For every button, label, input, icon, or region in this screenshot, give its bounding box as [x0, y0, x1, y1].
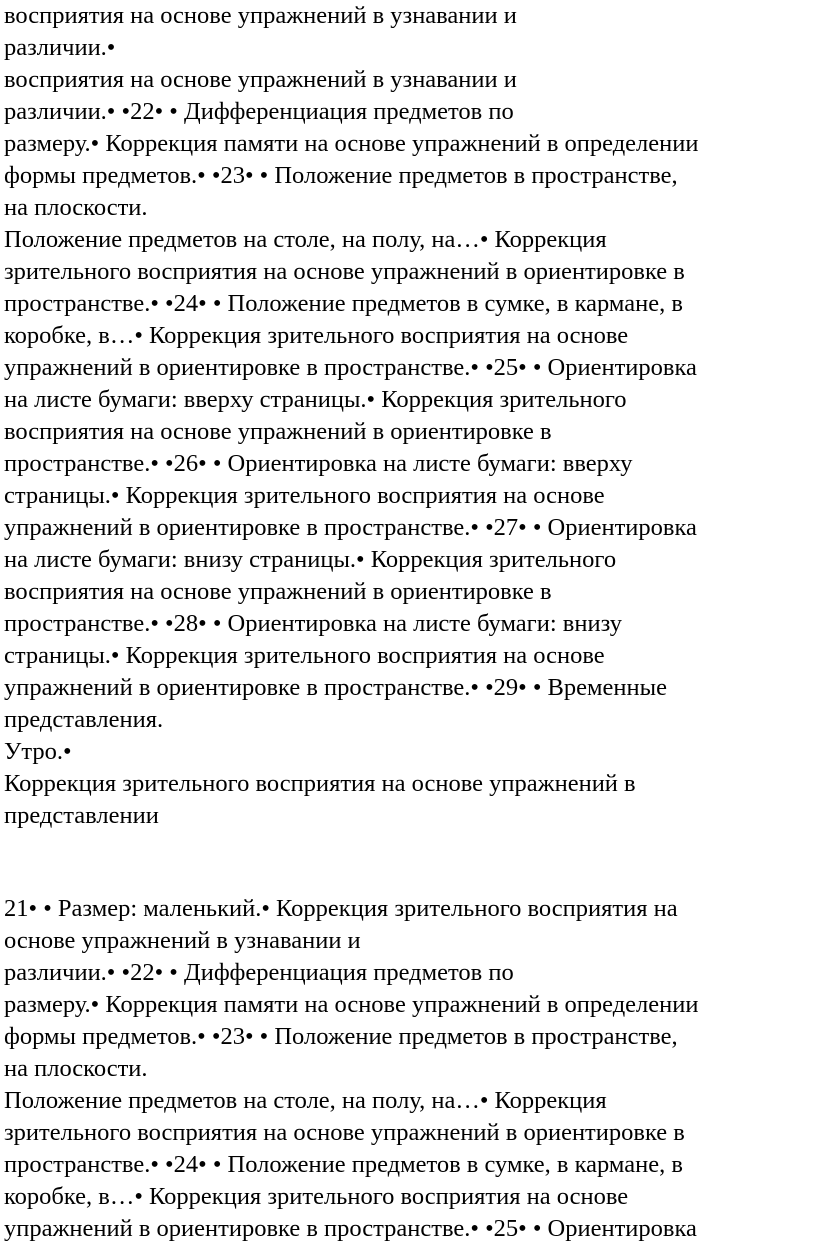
text-line: зрительного восприятия на основе упражнений в ориентировке в	[4, 258, 685, 285]
text-line: размеру.• Коррекция памяти на основе упражнений в определении	[4, 991, 699, 1018]
text-line: представлении	[4, 802, 159, 829]
text-line: восприятия на основе упражнений в узнавании и	[4, 2, 517, 29]
text-line: зрительного восприятия на основе упражнений в ориентировке в	[4, 1119, 685, 1146]
text-line: упражнений в ориентировке в пространстве.• •25• • Ориентировка	[4, 354, 697, 381]
text-line: различии.•	[4, 34, 116, 61]
text-line: упражнений в ориентировке в пространстве.• •25• • Ориентировка	[4, 1215, 697, 1242]
text-line: Положение предметов на столе, на полу, на…• Коррекция	[4, 226, 607, 253]
text-line: пространстве.• •28• • Ориентировка на листе бумаги: внизу	[4, 610, 622, 637]
text-line: восприятия на основе упражнений в узнавании и	[4, 66, 517, 93]
text-line: различии.• •22• • Дифференциация предметов по	[4, 959, 514, 986]
text-line: основе упражнений в узнавании и	[4, 927, 361, 954]
text-line: пространстве.• •24• • Положение предметов в сумке, в кармане, в	[4, 1151, 683, 1178]
text-line: восприятия на основе упражнений в ориентировке в	[4, 578, 552, 605]
text-line: на листе бумаги: внизу страницы.• Коррекция зрительного	[4, 546, 617, 573]
text-line: на плоскости.	[4, 1055, 148, 1082]
text-line: упражнений в ориентировке в пространстве.• •29• • Временные	[4, 674, 667, 701]
text-line: упражнений в ориентировке в пространстве.• •27• • Ориентировка	[4, 514, 697, 541]
text-line: страницы.• Коррекция зрительного восприятия на основе	[4, 642, 605, 669]
text-line: восприятия на основе упражнений в ориентировке в	[4, 418, 552, 445]
text-line: формы предметов.• •23• • Положение предметов в пространстве,	[4, 162, 678, 189]
text-line: пространстве.• •26• • Ориентировка на листе бумаги: вверху	[4, 450, 633, 477]
text-line: размеру.• Коррекция памяти на основе упражнений в определении	[4, 130, 699, 157]
text-line: Положение предметов на столе, на полу, на…• Коррекция	[4, 1087, 607, 1114]
text-line: коробке, в…• Коррекция зрительного восприятия на основе	[4, 1183, 629, 1210]
text-block-upper	[4, 0, 812, 832]
text-line: на листе бумаги: вверху страницы.• Коррекция зрительного	[4, 386, 627, 413]
text-line: на плоскости.	[4, 194, 148, 221]
text-line: коробке, в…• Коррекция зрительного восприятия на основе	[4, 322, 629, 349]
text-line: Коррекция зрительного восприятия на основе упражнений в	[4, 770, 636, 797]
text-line: страницы.• Коррекция зрительного восприятия на основе	[4, 482, 605, 509]
text-line: формы предметов.• •23• • Положение предметов в пространстве,	[4, 1023, 678, 1050]
text-line: Утро.•	[4, 738, 72, 765]
text-block-lower	[4, 893, 812, 1245]
text-line: 21• • Размер: маленький.• Коррекция зрительного восприятия на	[4, 895, 678, 922]
text-line: представления.	[4, 706, 164, 733]
text-line: пространстве.• •24• • Положение предметов в сумке, в кармане, в	[4, 290, 683, 317]
text-line: различии.• •22• • Дифференциация предметов по	[4, 98, 514, 125]
